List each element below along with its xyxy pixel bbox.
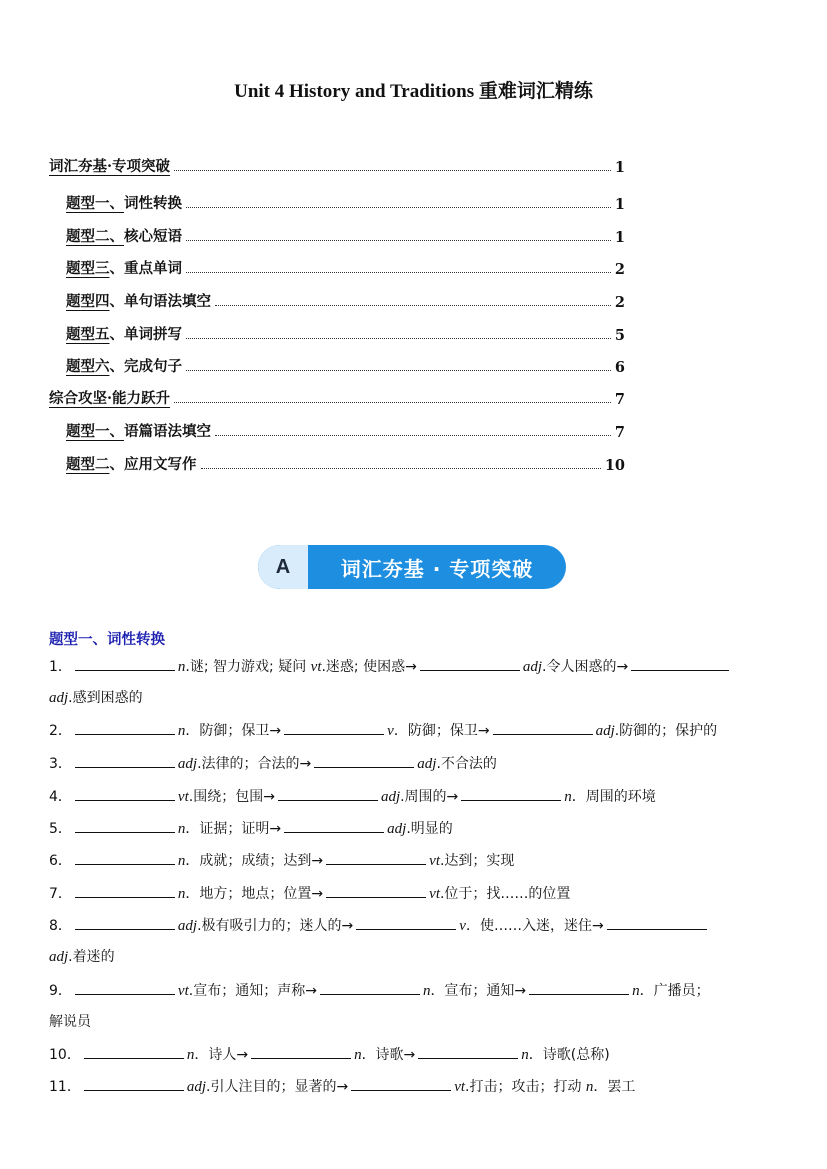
- part-of-speech: vt: [177, 983, 189, 999]
- part-of-speech: n: [422, 983, 431, 999]
- definition: ．成就；成绩；达到→: [185, 853, 324, 869]
- answer-blank[interactable]: [75, 785, 175, 801]
- answer-blank[interactable]: [461, 785, 561, 801]
- toc-item[interactable]: [66, 322, 625, 344]
- toc-item-label: 、完成句子: [109, 358, 182, 375]
- definition: .围绕；包围→: [188, 789, 275, 805]
- answer-blank[interactable]: [284, 817, 384, 833]
- definition: ．地方；地点；位置→: [185, 886, 324, 902]
- definition: ．防御；保卫→: [185, 723, 282, 739]
- part-of-speech: n: [177, 723, 186, 739]
- definition: .达到；实现: [439, 853, 515, 869]
- toc-section-1[interactable]: [49, 154, 625, 176]
- exercise-number: 1．: [49, 659, 72, 675]
- part-of-speech: adj: [177, 756, 198, 772]
- part-of-speech: n: [177, 886, 186, 902]
- answer-blank[interactable]: [75, 849, 175, 865]
- definition: .令人困惑的→: [542, 659, 629, 675]
- definition: ．周围的环境: [571, 789, 656, 805]
- section-heading: 题型一、词性转换: [49, 632, 165, 648]
- answer-blank[interactable]: [251, 1043, 351, 1059]
- toc-item-prefix: 题型四: [66, 293, 110, 310]
- answer-blank[interactable]: [75, 655, 175, 671]
- toc-page: 2: [614, 261, 625, 278]
- exercise-line: [49, 655, 789, 677]
- toc-item-prefix: 题型二、: [66, 228, 124, 245]
- answer-blank[interactable]: [420, 655, 520, 671]
- exercise-number: 11．: [49, 1079, 81, 1095]
- exercise-number: 9．: [49, 983, 72, 999]
- definition: .明显的: [406, 821, 453, 837]
- exercise-line: [49, 946, 789, 968]
- toc-leader: [201, 467, 601, 469]
- toc-page: 2: [614, 294, 625, 311]
- definition: .宣布；通知；声称→: [188, 983, 317, 999]
- definition: ．防御；保卫→: [393, 723, 490, 739]
- toc-item-prefix: 题型一、: [66, 423, 124, 440]
- exercise-number: 2．: [49, 723, 72, 739]
- exercise-line: [49, 785, 789, 807]
- toc-leader: [186, 271, 611, 273]
- part-of-speech: vt: [177, 789, 189, 805]
- exercise-number: 6．: [49, 853, 72, 869]
- answer-blank[interactable]: [84, 1043, 184, 1059]
- answer-blank[interactable]: [493, 719, 593, 735]
- toc-item-prefix: 题型五: [66, 326, 110, 343]
- exercise-line: [49, 1011, 789, 1033]
- part-of-speech: v: [459, 918, 466, 934]
- toc-leader: [186, 206, 611, 208]
- answer-blank[interactable]: [314, 752, 414, 768]
- definition: .引人注目的；显著的→: [206, 1079, 349, 1095]
- definition: ．宣布；通知→: [430, 983, 527, 999]
- part-of-speech: n: [564, 789, 572, 805]
- definition: .位于；找……的位置: [439, 886, 571, 902]
- definition: ．诗歌→: [361, 1047, 416, 1063]
- answer-blank[interactable]: [75, 719, 175, 735]
- exercise-line: [49, 752, 789, 774]
- toc-item-label: 、重点单词: [109, 260, 182, 277]
- exercise-number: 7．: [49, 886, 72, 902]
- toc-page: 5: [614, 327, 625, 344]
- toc-page: 7: [614, 391, 625, 408]
- part-of-speech: adj: [380, 789, 401, 805]
- toc-item[interactable]: [66, 224, 625, 246]
- toc-section-1-label: 词汇夯基·专项突破: [49, 158, 171, 175]
- definition: 解说员: [49, 1014, 91, 1030]
- toc-item[interactable]: [66, 354, 625, 376]
- exercise-number: 3．: [49, 756, 72, 772]
- toc-leader: [174, 401, 611, 403]
- answer-blank[interactable]: [75, 752, 175, 768]
- part-of-speech: n: [177, 853, 186, 869]
- toc-item-label: 、应用文写作: [109, 456, 197, 473]
- exercise-number: 5．: [49, 821, 72, 837]
- toc-item-label: 、单词拼写: [109, 326, 182, 343]
- part-of-speech: n: [354, 1047, 362, 1063]
- exercise-number: 10．: [49, 1047, 81, 1063]
- answer-blank[interactable]: [75, 817, 175, 833]
- answer-blank[interactable]: [278, 785, 378, 801]
- toc-page: 1: [614, 229, 625, 246]
- exercise-line: [49, 687, 789, 709]
- answer-blank[interactable]: [351, 1075, 451, 1091]
- part-of-speech: n: [177, 821, 186, 837]
- toc-leader: [186, 239, 611, 241]
- toc-item-prefix: 题型三: [66, 260, 110, 277]
- definition: ．诗人→: [194, 1047, 249, 1063]
- definition: .极有吸引力的；迷人的→: [197, 918, 354, 934]
- part-of-speech: adj: [522, 659, 543, 675]
- answer-blank[interactable]: [320, 979, 420, 995]
- toc-item[interactable]: [66, 419, 625, 441]
- toc-page: 6: [614, 359, 625, 376]
- part-of-speech: n: [177, 659, 186, 675]
- toc-leader: [186, 337, 611, 339]
- definition: ．罢工: [593, 1079, 636, 1095]
- toc-item-prefix: 题型一、: [66, 195, 124, 212]
- part-of-speech: adj: [595, 723, 615, 739]
- exercise-line: [49, 1075, 789, 1097]
- definition: .着迷的: [68, 949, 115, 965]
- toc-item-prefix: 题型六: [66, 358, 110, 375]
- toc-page: 1: [614, 159, 625, 176]
- answer-blank[interactable]: [284, 719, 384, 735]
- toc-section-2[interactable]: [49, 386, 625, 408]
- definition: .感到困惑的: [68, 690, 143, 706]
- part-of-speech: vt: [310, 659, 322, 675]
- toc-item-label: 、单句语法填空: [109, 293, 211, 310]
- part-of-speech: adj: [186, 1079, 206, 1095]
- definition: ．使……入迷，迷住→: [465, 918, 604, 934]
- section-banner: [258, 545, 566, 589]
- definition: .打击；攻击；打动: [465, 1079, 586, 1095]
- exercise-number: 8．: [49, 918, 72, 934]
- answer-blank[interactable]: [84, 1075, 184, 1091]
- part-of-speech: adj: [49, 690, 69, 706]
- answer-blank[interactable]: [529, 979, 629, 995]
- part-of-speech: n: [632, 983, 640, 999]
- toc-leader: [186, 369, 611, 371]
- toc-item-label: 词性转换: [124, 195, 182, 212]
- toc-page: 1: [614, 196, 625, 213]
- answer-blank[interactable]: [631, 655, 729, 671]
- exercise-line: [49, 914, 789, 936]
- definition: .谜; 智力游戏; 疑问: [185, 659, 311, 675]
- exercise-line: [49, 849, 789, 871]
- toc-page: 10: [604, 457, 625, 474]
- definition: .法律的；合法的→: [197, 756, 312, 772]
- banner-title: 词汇夯基 · 专项突破: [340, 556, 534, 581]
- part-of-speech: vt: [429, 886, 440, 902]
- banner-letter: A: [258, 545, 308, 589]
- toc-item[interactable]: [66, 256, 625, 278]
- toc-section-2-label: 综合攻坚·能力跃升: [49, 390, 171, 407]
- toc-item[interactable]: [66, 191, 625, 213]
- part-of-speech: adj: [177, 918, 198, 934]
- answer-blank[interactable]: [75, 979, 175, 995]
- part-of-speech: v: [387, 723, 394, 739]
- part-of-speech: n: [585, 1079, 594, 1095]
- toc-item[interactable]: [66, 452, 625, 474]
- part-of-speech: adj: [417, 756, 437, 772]
- definition: .周围的→: [400, 789, 459, 805]
- part-of-speech: adj: [49, 949, 69, 965]
- part-of-speech: n: [521, 1047, 529, 1063]
- definition: ．诗歌(总称): [528, 1047, 610, 1063]
- answer-blank[interactable]: [75, 882, 175, 898]
- answer-blank[interactable]: [607, 914, 707, 930]
- definition: ．广播员；: [639, 983, 710, 999]
- exercise-line: [49, 979, 789, 1001]
- toc-leader: [215, 434, 611, 436]
- answer-blank[interactable]: [326, 849, 426, 865]
- part-of-speech: vt: [454, 1079, 466, 1095]
- exercise-line: [49, 882, 789, 904]
- exercise-line: [49, 817, 789, 839]
- toc-page: 7: [614, 424, 625, 441]
- toc-item-prefix: 题型二: [66, 456, 110, 473]
- definition: ．证据；证明→: [185, 821, 282, 837]
- toc-item-label: 核心短语: [124, 228, 182, 245]
- toc-leader: [174, 169, 611, 171]
- exercise-number: 4．: [49, 789, 72, 805]
- definition: .不合法的: [436, 756, 497, 772]
- toc-item-label: 语篇语法填空: [124, 423, 211, 440]
- answer-blank[interactable]: [356, 914, 456, 930]
- answer-blank[interactable]: [75, 914, 175, 930]
- definition: .迷惑; 使困惑→: [321, 659, 417, 675]
- answer-blank[interactable]: [418, 1043, 518, 1059]
- exercise-line: [49, 1043, 789, 1065]
- exercise-line: [49, 719, 789, 741]
- part-of-speech: adj: [387, 821, 407, 837]
- part-of-speech: vt: [429, 853, 440, 869]
- definition: .防御的；保护的: [614, 723, 718, 739]
- toc-item[interactable]: [66, 289, 625, 311]
- toc-leader: [215, 304, 611, 306]
- page-title: Unit 4 History and Traditions 重难词汇精练: [234, 81, 593, 102]
- part-of-speech: n: [186, 1047, 195, 1063]
- answer-blank[interactable]: [326, 882, 426, 898]
